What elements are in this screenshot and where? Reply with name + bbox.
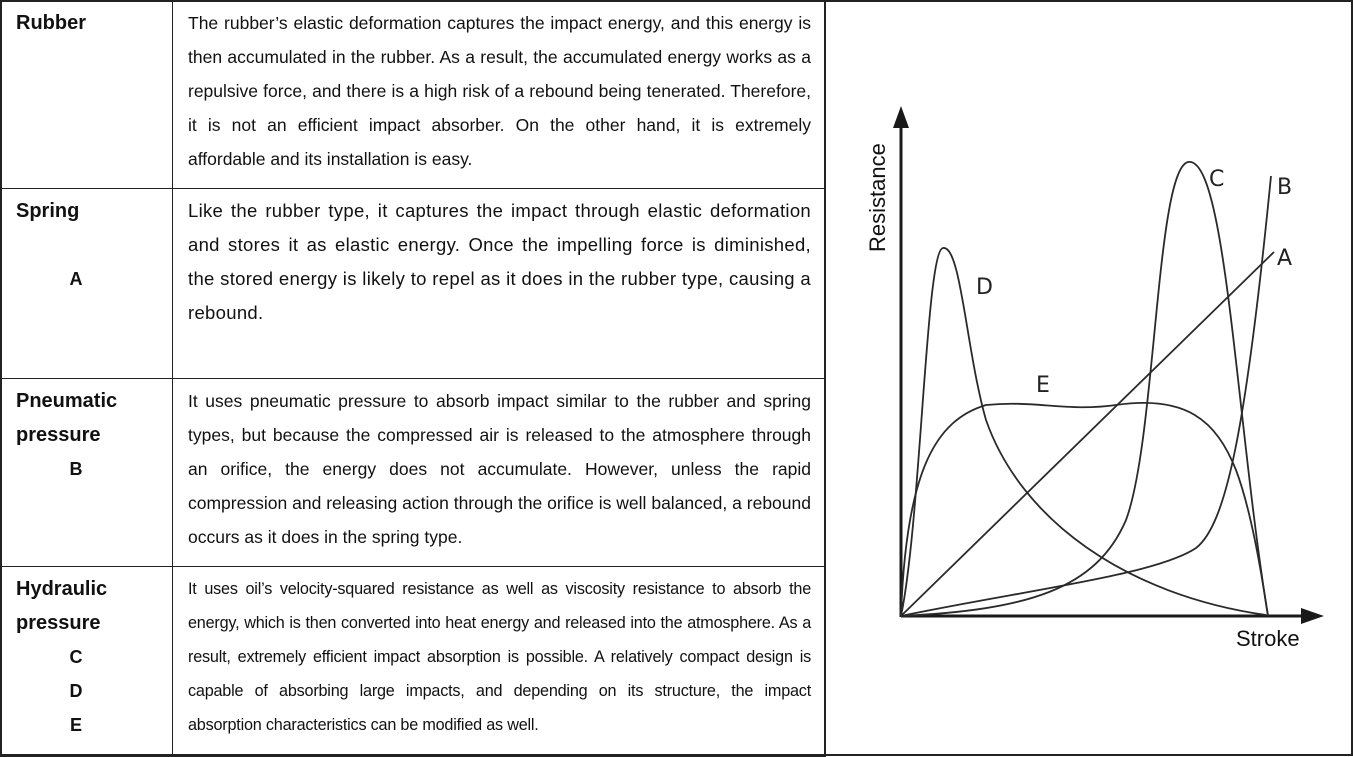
curve-reference: B xyxy=(69,459,83,479)
description-cell xyxy=(173,189,826,379)
type-cell xyxy=(1,1,173,189)
type-cell xyxy=(1,189,173,379)
x-axis-arrow xyxy=(1301,608,1324,624)
description-cell xyxy=(173,1,826,189)
type-name-line1: Pneumatic xyxy=(16,390,118,412)
description-cell xyxy=(173,379,826,567)
description-text: It uses pneumatic pressure to absorb impact similar to the rubber and spring types, but because the compressed air is released to the atmosphere through an orifice, the energy does not accumulate. However, unless the rapid compression and releasing action through the orifice is well balanced, a rebound occurs as it does in the spring type. xyxy=(188,391,811,547)
y-axis-arrow xyxy=(893,106,909,128)
table-row-hydraulic xyxy=(1,567,826,757)
curve-c xyxy=(901,162,1268,616)
table-row-pneumatic xyxy=(1,379,826,567)
type-cell xyxy=(1,379,173,567)
curve-label-a: A xyxy=(1277,246,1293,271)
curve-label-e: E xyxy=(1036,373,1050,398)
curve-reference: D xyxy=(69,681,83,701)
curve-e xyxy=(901,403,1268,616)
curve-b xyxy=(901,176,1271,616)
type-name-line2: pressure xyxy=(16,612,101,634)
y-axis-label: Resistance xyxy=(865,143,890,252)
type-name: Rubber xyxy=(16,12,86,34)
type-name-line2: pressure xyxy=(16,424,101,446)
table-row-rubber xyxy=(1,1,826,189)
curve-label-d: D xyxy=(976,275,993,300)
curve-reference: E xyxy=(69,715,82,735)
type-cell xyxy=(1,567,173,757)
type-name: Spring xyxy=(16,200,80,222)
resistance-stroke-diagram xyxy=(826,0,1353,756)
curve-a xyxy=(901,252,1274,616)
curve-label-b: B xyxy=(1277,175,1293,200)
table-row-spring xyxy=(1,189,826,379)
curve-d xyxy=(901,248,1266,616)
description-text: It uses oil’s velocity-squared resistance as well as viscosity resistance to absorb the energy, which is then converted into heat energy and released into the atmosphere. As a result, extremely efficient impact absorption is possible. A relatively compact design is capable of absorbing large impacts, and depending on its structure, the impact absorption characteristics can be modified as well. xyxy=(188,580,811,734)
type-name-line1: Hydraulic xyxy=(16,578,108,600)
curve-reference: C xyxy=(69,647,83,667)
description-cell xyxy=(173,567,826,757)
description-text: Like the rubber type, it captures the impact through elastic deformation and stores it as elastic energy. Once the impelling force is diminished, the stored energy is likely to repel as it does in the rubber type, causing a rebound. xyxy=(188,200,811,323)
x-axis-label: Stroke xyxy=(1236,626,1300,651)
description-text: The rubber’s elastic deformation captures the impact energy, and this energy is then accumulated in the rubber. As a result, the accumulated energy works as a repulsive force, and there is a high risk of a rebound being tenerated. Therefore, it is not an efficient impact absorber. On the other hand, it is extremely affordable and its installation is easy. xyxy=(188,13,811,169)
curve-label-c: C xyxy=(1209,167,1225,192)
curve-reference: A xyxy=(69,269,83,289)
